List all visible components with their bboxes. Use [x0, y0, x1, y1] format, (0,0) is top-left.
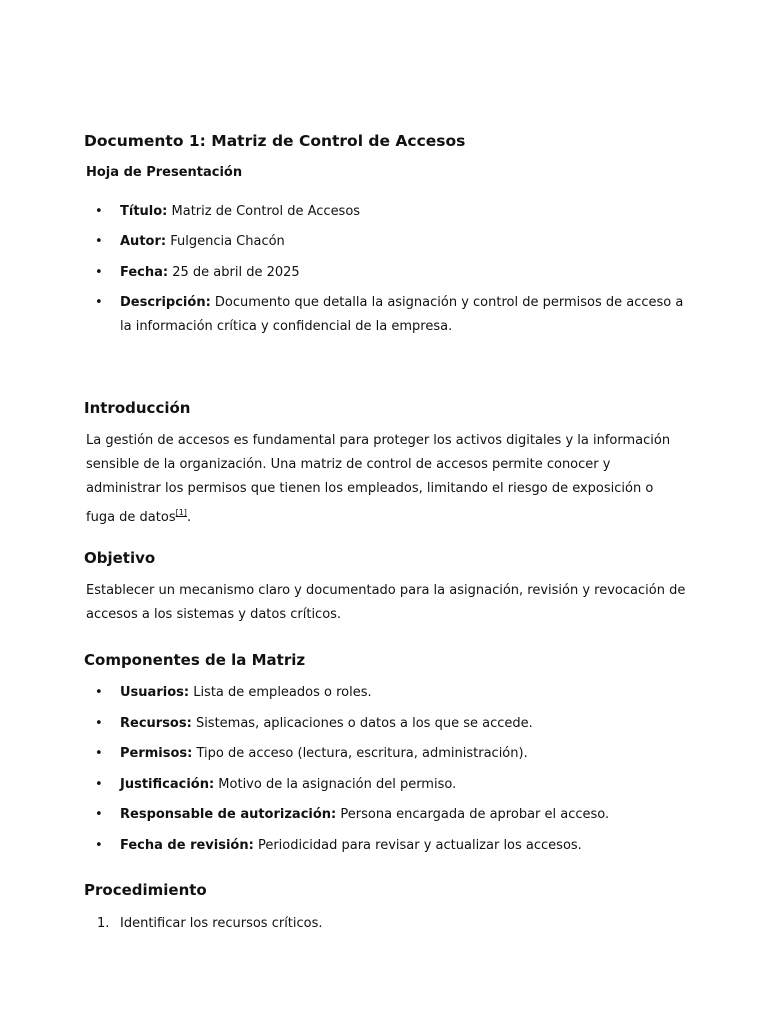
cover-heading: Hoja de Presentación [86, 165, 243, 180]
bullet-icon: • [95, 777, 103, 792]
list-item-value: Tipo de acceso (lectura, escritura, administración). [192, 746, 528, 761]
list-item-label: Fecha: [120, 265, 169, 280]
procedure-heading: Procedimiento [84, 881, 207, 899]
list-item-text: Identificar los recursos críticos. [120, 916, 323, 931]
list-item-value: Periodicidad para revisar y actualizar los accesos. [253, 838, 582, 853]
list-item-text [120, 681, 684, 705]
objective-heading: Objetivo [84, 549, 156, 567]
list-item-label: Descripción: [120, 295, 211, 310]
list-item-text [120, 773, 684, 797]
introduction-text: La gestión de accesos es fundamental para proteger los activos digitales y la información sensible de la organización. Una matriz de control de accesos permite conocer y administrar los permisos que tienen los empleados, limitando el riesgo de exposición o fuga de datos [86, 433, 671, 525]
list-item-value: Fulgencia Chacón [166, 234, 285, 249]
list-item-text [120, 200, 684, 224]
list-item-value: Documento que detalla la asignación y control de permisos de acceso a la información crítica y confidencial de la empresa. [120, 295, 684, 334]
bullet-icon: • [95, 295, 103, 310]
list-item-value: Lista de empleados o roles. [189, 685, 372, 700]
introduction-heading: Introducción [84, 399, 191, 417]
list-item-label: Título: [120, 204, 168, 219]
objective-paragraph: Establecer un mecanismo claro y documentado para la asignación, revisión y revocación de accesos a los sistemas y datos críticos. [86, 583, 686, 622]
components-heading: Componentes de la Matriz [84, 651, 306, 669]
list-item-text [120, 230, 684, 254]
list-item-value: Sistemas, aplicaciones o datos a los que se accede. [191, 716, 533, 731]
bullet-icon: • [95, 746, 103, 761]
list-item-text [120, 261, 684, 285]
bullet-icon: • [95, 685, 103, 700]
bullet-icon: • [95, 234, 103, 249]
list-item-value: Motivo de la asignación del permiso. [214, 777, 457, 792]
bullet-icon: • [95, 838, 103, 853]
introduction-paragraph [86, 429, 686, 530]
bullet-icon: • [95, 204, 103, 219]
list-item-label: Justificación: [120, 777, 215, 792]
list-item-text [120, 291, 684, 339]
bullet-icon: • [95, 265, 103, 280]
list-item-label: Responsable de autorización: [120, 807, 337, 822]
list-item-value: 25 de abril de 2025 [168, 265, 300, 280]
document-title: Documento 1: Matriz de Control de Accesos [84, 132, 466, 150]
list-item-text [120, 834, 684, 858]
list-item-value: Persona encargada de aprobar el acceso. [336, 807, 610, 822]
list-item-label: Fecha de revisión: [120, 838, 254, 853]
bullet-icon: • [95, 716, 103, 731]
list-item-label: Recursos: [120, 716, 192, 731]
bullet-icon: • [95, 807, 103, 822]
introduction-text-end: . [186, 510, 192, 525]
list-item-text [120, 803, 684, 827]
list-item-label: Usuarios: [120, 685, 190, 700]
list-item-number: 1. [97, 916, 110, 931]
list-item-label: Autor: [120, 234, 167, 249]
list-item-text [120, 742, 684, 766]
footnote-link[interactable]: [1] [175, 508, 187, 517]
list-item-text [120, 712, 684, 736]
list-item-value: Matriz de Control de Accesos [167, 204, 361, 219]
list-item-label: Permisos: [120, 746, 193, 761]
